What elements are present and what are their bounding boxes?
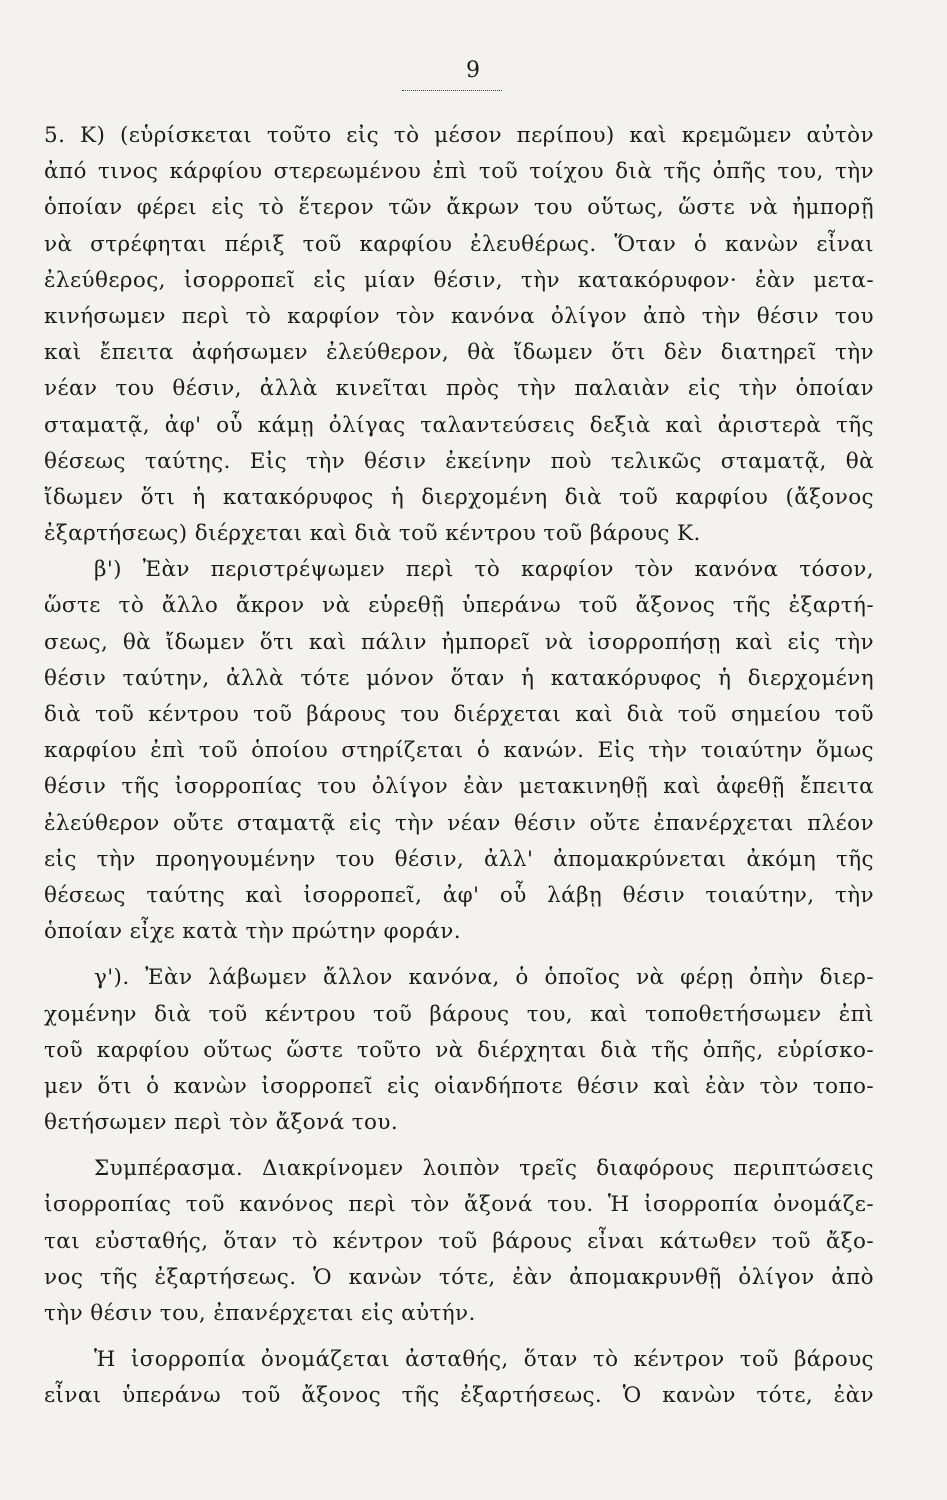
paragraph-section-5 xyxy=(44,118,874,552)
paragraph-gap xyxy=(44,1332,874,1342)
body-text xyxy=(44,118,874,1415)
text-line: ται εὐσταθής, ὅταν τὸ κέντρον τοῦ βάρους εἶναι κάτωθεν τοῦ ἄξο- xyxy=(44,1228,874,1254)
text-line: θέσεως ταύτης. Εἰς τὴν θέσιν ἐκείνην ποὺ τελικῶς σταματᾷ, θὰ xyxy=(44,448,874,474)
text-line: σεως, θὰ ἴδωμεν ὅτι καὶ πάλιν ἠμπορεῖ νὰ ἰσορροπήσῃ καὶ εἰς τὴν xyxy=(44,629,874,655)
text-line: Ἡ ἰσορροπία ὀνομάζεται ἀσταθής, ὅταν τὸ κέντρον τοῦ βάρους xyxy=(94,1347,874,1373)
text-line: νέαν του θέσιν, ἀλλὰ κινεῖται πρὸς τὴν παλαιὰν εἰς τὴν ὁποίαν xyxy=(44,376,874,402)
paragraph-unstable xyxy=(44,1342,874,1414)
text-line: ἀπό τινος κάρφίου στερεωμένου ἐπὶ τοῦ τοίχου διὰ τῆς ὀπῆς του, τὴν xyxy=(44,159,874,185)
paragraph-gap xyxy=(44,1141,874,1151)
text-line: νὰ στρέφηται πέριξ τοῦ καρφίου ἐλευθέρως. Ὅταν ὁ κανὼν εἶναι xyxy=(44,231,874,257)
text-line: σταματᾷ, ἀφ' οὗ κάμῃ ὀλίγας ταλαντεύσεις δεξιὰ καὶ ἀριστερὰ τῆς xyxy=(44,412,874,438)
text-line: ἐλεύθερος, ἰσορροπεῖ εἰς μίαν θέσιν, τὴν κατακόρυφον· ἐὰν μετα- xyxy=(44,267,874,293)
text-line: ὁποίαν εἶχε κατὰ τὴν πρώτην φοράν. xyxy=(44,919,461,945)
text-line: εἶναι ὑπεράνω τοῦ ἄξονος τῆς ἐξαρτήσεως. Ὁ κανὼν τότε, ἐὰν xyxy=(44,1383,874,1409)
text-line: κινήσωμεν περὶ τὸ καρφίον τὸν κανόνα ὀλίγον ἀπὸ τὴν θέσιν του xyxy=(44,303,874,329)
text-line: γ'). Ἐὰν λάβωμεν ἄλλον κανόνα, ὁ ὁποῖος νὰ φέρῃ ὀπὴν διερ- xyxy=(94,965,874,991)
paragraph-case-beta xyxy=(44,552,874,950)
text-line: χομένην διὰ τοῦ κέντρου τοῦ βάρους του, καὶ τοποθετήσωμεν ἐπὶ xyxy=(44,1001,874,1027)
text-line: θέσιν τῆς ἰσορροπίας του ὀλίγον ἐὰν μετακινηθῇ καὶ ἀφεθῇ ἔπειτα xyxy=(44,774,874,800)
text-line: μεν ὅτι ὁ κανὼν ἰσορροπεῖ εἰς οἱανδήποτε θέσιν καὶ ἐὰν τὸν τοπο- xyxy=(44,1073,874,1099)
text-line: θετήσωμεν περὶ τὸν ἄξονά του. xyxy=(44,1110,399,1136)
header-rule xyxy=(402,90,502,91)
paragraph-case-gamma xyxy=(44,960,874,1141)
text-line: καὶ ἔπειτα ἀφήσωμεν ἐλεύθερον, θὰ ἴδωμεν ὅτι δὲν διατηρεῖ τὴν xyxy=(44,340,874,366)
text-line: ὥστε τὸ ἄλλο ἄκρον νὰ εὑρεθῇ ὑπεράνω τοῦ ἄξονος τῆς ἐξαρτή- xyxy=(44,593,874,619)
text-line: εἰς τὴν προηγουμένην του θέσιν, ἀλλ' ἀπομακρύνεται ἀκόμη τῆς xyxy=(44,846,874,872)
text-line: ἐξαρτήσεως) διέρχεται καὶ διὰ τοῦ κέντρου τοῦ βάρους Κ. xyxy=(44,521,701,547)
text-line: τοῦ καρφίου οὕτως ὥστε τοῦτο νὰ διέρχηται διὰ τῆς ὀπῆς, εὑρίσκο- xyxy=(44,1037,874,1063)
text-line: τὴν θέσιν του, ἐπανέρχεται εἰς αὐτήν. xyxy=(44,1301,476,1326)
paragraph-gap xyxy=(44,950,874,960)
text-line: διὰ τοῦ κέντρου τοῦ βάρους του διέρχεται καὶ διὰ τοῦ σημείου τοῦ xyxy=(44,702,874,727)
text-line: νος τῆς ἐξαρτήσεως. Ὁ κανὼν τότε, ἐὰν ἀπομακρυνθῇ ὀλίγον ἀπὸ xyxy=(44,1264,874,1290)
text-line: β') Ἐὰν περιστρέψωμεν περὶ τὸ καρφίον τὸν κανόνα τόσον, xyxy=(94,557,874,583)
text-line: ἐλεύθερον οὔτε σταματᾷ εἰς τὴν νέαν θέσιν οὔτε ἐπανέρχεται πλέον xyxy=(44,810,874,836)
text-line: θέσεως ταύτης καὶ ἰσορροπεῖ, ἀφ' οὗ λάβῃ θέσιν τοιαύτην, τὴν xyxy=(44,882,874,908)
paragraph-conclusion xyxy=(44,1151,874,1332)
text-line: ὁποίαν φέρει εἰς τὸ ἕτερον τῶν ἄκρων του οὕτως, ὥστε νὰ ἠμπορῇ xyxy=(44,195,874,221)
text-line: καρφίου ἐπὶ τοῦ ὁποίου στηρίζεται ὁ κανών. Εἰς τὴν τοιαύτην ὅμως xyxy=(44,738,874,764)
text-line: Συμπέρασμα. Διακρίνομεν λοιπὸν τρεῖς διαφόρους περιπτώσεις xyxy=(94,1156,874,1182)
page-number: 9 xyxy=(466,58,481,83)
text-line: 5. Κ) (εὑρίσκεται τοῦτο εἰς τὸ μέσον περίπου) καὶ κρεμῶμεν αὐτὸν xyxy=(44,123,874,148)
text-line: ἰσορροπίας τοῦ κανόνος περὶ τὸν ἄξονά του. Ἡ ἰσορροπία ὀνομάζε- xyxy=(44,1192,874,1218)
text-line: θέσιν ταύτην, ἀλλὰ τότε μόνον ὅταν ἡ κατακόρυφος ἡ διερχομένη xyxy=(44,665,874,691)
text-line: ἴδωμεν ὅτι ἡ κατακόρυφος ἡ διερχομένη διὰ τοῦ καρφίου (ἄξονος xyxy=(44,484,874,510)
